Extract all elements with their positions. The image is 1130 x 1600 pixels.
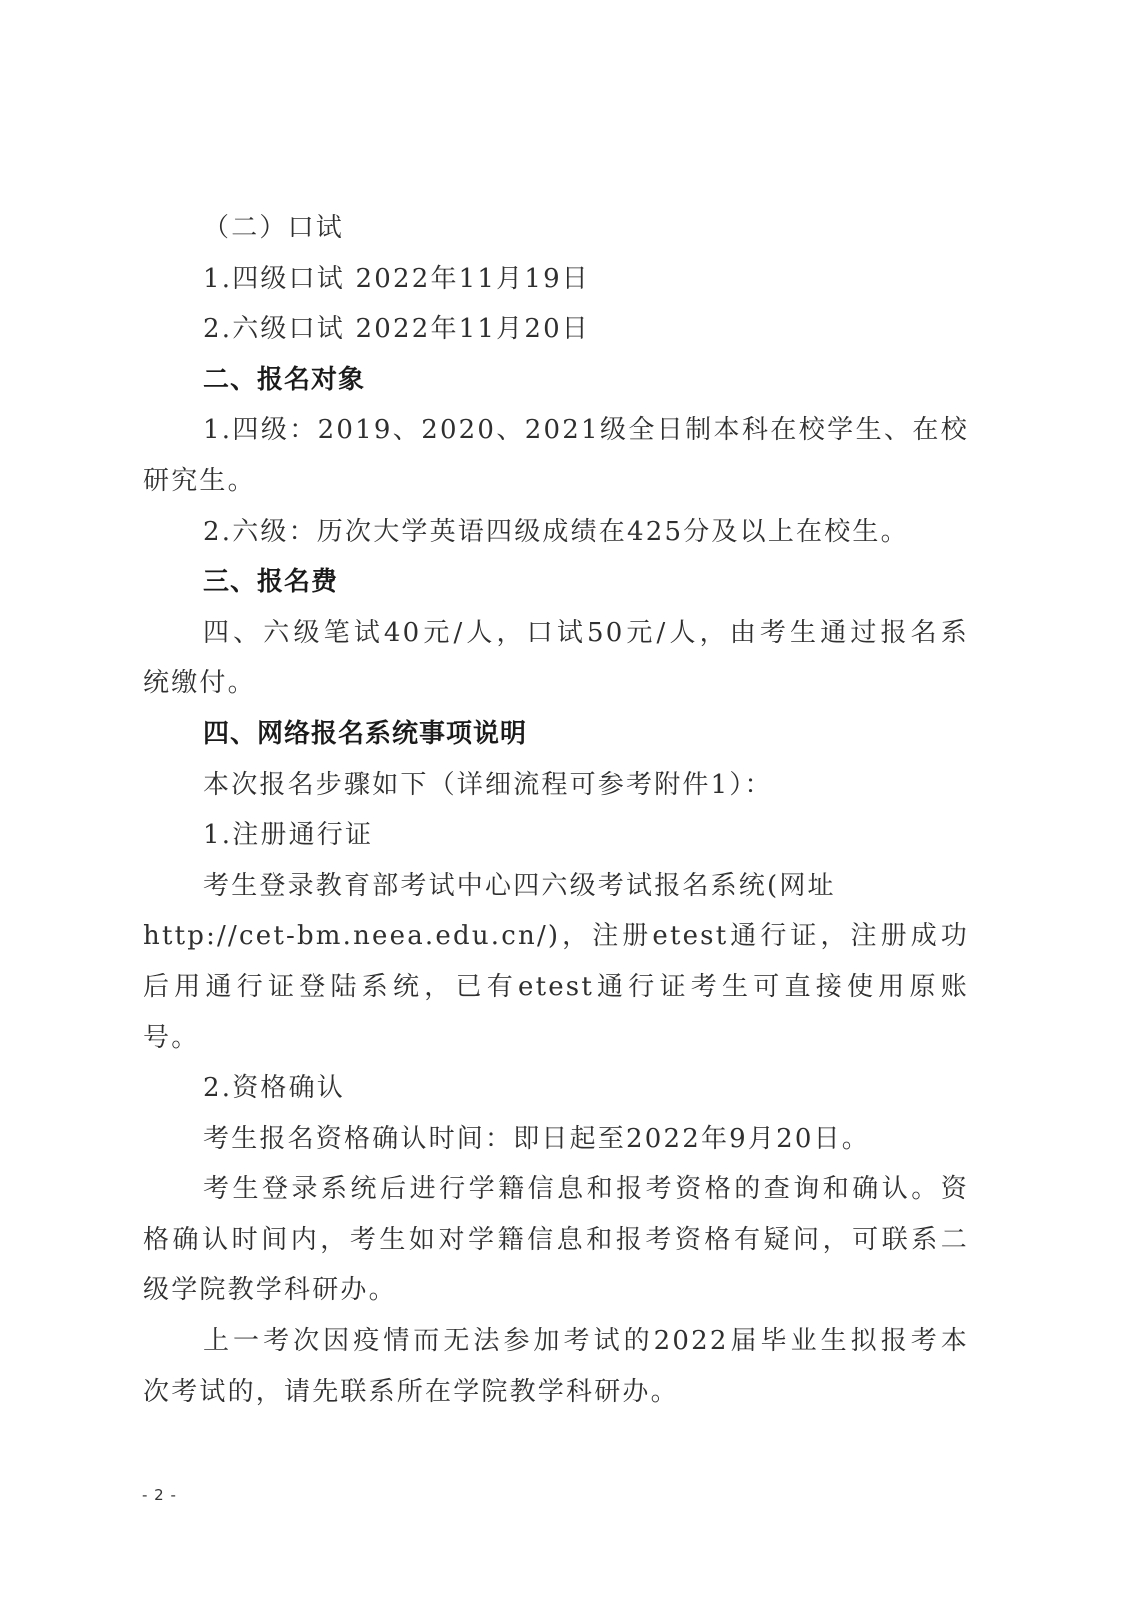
paragraph-fees-cont: 统缴付。 bbox=[143, 668, 256, 699]
paragraph-register-pass-end: 号。 bbox=[143, 1022, 200, 1053]
section-heading-online-registration: 四、网络报名系统事项说明 bbox=[203, 718, 528, 749]
paragraph-cet4-eligibility: 1.四级：2019、2020、2021级全日制本科在校学生、在校 bbox=[203, 415, 969, 446]
paragraph-2022-graduates: 上一考次因疫情而无法参加考试的2022届毕业生拟报考本 bbox=[203, 1326, 969, 1357]
document-body bbox=[143, 203, 969, 1417]
paragraph-qualification-check-end: 级学院教学科研办。 bbox=[143, 1275, 397, 1306]
paragraph-registration-steps: 本次报名步骤如下（详细流程可参考附件1）： bbox=[203, 769, 773, 800]
paragraph-fees: 四、六级笔试40元/人，口试50元/人，由考生通过报名系 bbox=[203, 617, 969, 648]
paragraph-register-pass: 考生登录教育部考试中心四六级考试报名系统(网址 bbox=[203, 870, 836, 901]
paragraph-cet4-eligibility-cont: 研究生。 bbox=[143, 465, 256, 496]
step-heading-register-pass: 1.注册通行证 bbox=[203, 820, 374, 851]
paragraph-qualification-check: 考生登录系统后进行学籍信息和报考资格的查询和确认。资 bbox=[203, 1174, 969, 1205]
paragraph-qualification-deadline: 考生报名资格确认时间：即日起至2022年9月20日。 bbox=[203, 1123, 870, 1154]
subheading-oral-exam: （二）口试 bbox=[203, 213, 345, 243]
page-number: - 2 - bbox=[142, 1486, 177, 1504]
section-heading-fees: 三、报名费 bbox=[203, 567, 339, 598]
paragraph-register-pass-cont: 后用通行证登陆系统，已有etest通行证考生可直接使用原账 bbox=[143, 971, 969, 1002]
list-item-cet6-oral-date: 2.六级口试 2022年11月20日 bbox=[203, 314, 591, 345]
paragraph-qualification-check-cont: 格确认时间内，考生如对学籍信息和报考资格有疑问，可联系二 bbox=[143, 1224, 969, 1255]
paragraph-register-pass-url-line: http://cet-bm.neea.edu.cn/)，注册etest通行证，注册成功 bbox=[143, 921, 969, 952]
list-item-cet4-oral-date: 1.四级口试 2022年11月19日 bbox=[203, 263, 591, 294]
section-heading-eligibility: 二、报名对象 bbox=[203, 364, 366, 395]
paragraph-2022-graduates-cont: 次考试的，请先联系所在学院教学科研办。 bbox=[143, 1376, 679, 1407]
list-item-cet6-eligibility: 2.六级：历次大学英语四级成绩在425分及以上在校生。 bbox=[203, 516, 909, 547]
step-heading-qualification: 2.资格确认 bbox=[203, 1073, 346, 1104]
